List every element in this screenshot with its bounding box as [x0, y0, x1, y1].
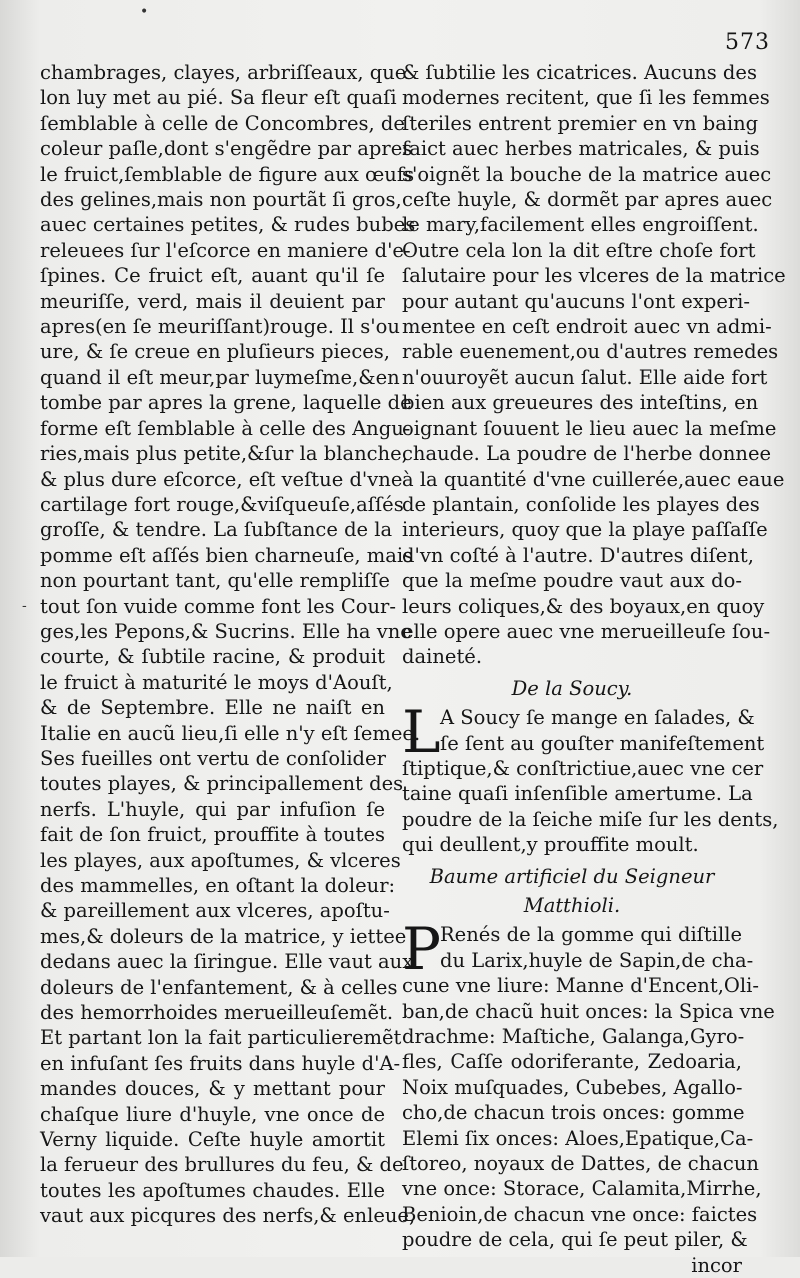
- text-line: le fruict à maturité le moys d'Aouſt,: [40, 670, 393, 694]
- paragraph-soucy: [402, 698, 779, 857]
- text-line: vaut aux picqures des nerfs,& enleue,: [40, 1204, 416, 1228]
- text-line: chaſque liure d'huyle, vne once de: [40, 1102, 385, 1126]
- margin-mark: -: [22, 598, 27, 614]
- text-line: & ſubtilie les cicatrices. Aucuns des: [402, 61, 757, 84]
- catchword: incor: [691, 1253, 742, 1277]
- drop-cap: L: [402, 698, 441, 767]
- text-line: ſteriles entrent premier en vn baing: [402, 111, 759, 135]
- text-line: le mary,facilement elles engroiſſent.: [402, 213, 759, 237]
- page-number: 573: [725, 30, 770, 55]
- text-line: oignant ſouuent le lieu auec la meſme: [402, 416, 777, 440]
- text-line: cho,de chacun trois onces: gomme: [402, 1101, 745, 1125]
- text-line: Outre cela lon la dit eſtre choſe fort: [402, 238, 756, 262]
- text-line: Et partant lon la fait particulieremẽt: [40, 1026, 402, 1050]
- text-line: ges,les Pepons,& Sucrins. Elle ha vne: [40, 619, 412, 643]
- text-line: Noix muſquades, Cubebes, Agallo-: [402, 1075, 743, 1099]
- text-line: poudre de la ſeiche miſe ſur les dents,: [402, 807, 779, 831]
- text-line: de plantain, conſolide les playes des: [402, 492, 760, 516]
- text-line: poudre de cela, qui ſe peut piler, &: [402, 1228, 748, 1252]
- text-line: Verny liquide. Ceſte huyle amortit: [40, 1128, 385, 1152]
- text-line: des mammelles, en oſtant la doleur:: [40, 874, 396, 897]
- text-line: bien aux greueures des inteſtins, en: [402, 391, 759, 415]
- text-line: ceſte huyle, & dormẽt par apres auec: [402, 188, 773, 212]
- text-line: modernes recitent, que ſi les femmes: [402, 86, 770, 110]
- text-line: ſemblable à celle de Concombres, de: [40, 111, 405, 135]
- text-line: Elemi ſix onces: Aloes,Epatique,Ca-: [402, 1126, 754, 1150]
- text-line: & de Septembre. Elle ne naiſt en: [40, 696, 385, 720]
- text-line: nerfs. L'huyle, qui par infuſion ſe: [40, 797, 385, 821]
- text-line: chambrages, clayes, arbriſſeaux, que: [40, 61, 407, 84]
- text-line: fles, Caſſe odoriferante, Zedoaria,: [402, 1050, 742, 1074]
- paragraph-baume: [402, 915, 775, 1252]
- text-line: drachme: Maſtiche, Galanga,Gyro-: [402, 1025, 745, 1049]
- text-line: le fruict,ſemblable de figure aux œufs: [40, 162, 415, 186]
- text-line: groſſe, & tendre. La ſubſtance de la: [40, 518, 393, 542]
- section-heading-baume-name: Matthioli.: [523, 894, 621, 917]
- text-line: la ferueur des brullures du feu, & de: [40, 1153, 404, 1177]
- text-line: cune vne liure: Manne d'Encent,Oli-: [402, 974, 759, 998]
- text-line: apres(en ſe meuriſſant)rouge. Il s'ou: [40, 315, 400, 339]
- text-line: Italie en aucũ lieu,ſi elle n'y eſt ſemee.: [40, 721, 421, 745]
- text-line: auec certaines petites, & rudes bubes: [40, 213, 416, 237]
- text-line: ſpines. Ce fruict eſt, auant qu'il ſe: [40, 264, 385, 288]
- text-line: daineté.: [402, 645, 483, 669]
- text-line: tout ſon vuide comme font les Cour-: [40, 594, 396, 618]
- text-line: mandes douces, & y mettant pour: [40, 1077, 385, 1101]
- section-heading-soucy: De la Soucy.: [511, 676, 633, 700]
- text-line: Benioin,de chacun vne once: faictes: [402, 1202, 758, 1226]
- text-line: courte, & ſubtile racine, & produit: [40, 645, 385, 669]
- text-line: mentee en ceſt endroit auec vn admi-: [402, 315, 772, 339]
- text-line: interieurs, quoy que la playe paſſaſſe: [402, 518, 768, 542]
- text-line: ure, & ſe creue en pluſieurs pieces,: [40, 340, 390, 364]
- text-line: doleurs de l'enfantement, & à celles: [40, 975, 398, 999]
- text-line: non pourtant tant, qu'elle rempliſſe: [40, 569, 390, 593]
- drop-cap: P: [402, 915, 442, 984]
- text-line: n'ouuroyẽt aucun ſalut. Elle aide fort: [402, 365, 768, 389]
- text-line: les playes, aux apoſtumes, & vlceres: [40, 848, 401, 872]
- text-line: du Larix,huyle de Sapin,de cha-: [440, 948, 754, 972]
- text-line: coleur paſle,dont s'engẽdre par apres: [40, 137, 413, 161]
- section-heading-baume: Baume artificiel du Seigneur: [429, 864, 715, 888]
- text-line: chaude. La poudre de l'herbe donnee: [402, 442, 772, 466]
- text-line: cartilage fort rouge,&viſqueuſe,aſſés: [40, 492, 404, 516]
- text-line: mes,& doleurs de la matrice, y iettee: [40, 924, 407, 948]
- text-line: que la meſme poudre vaut aux do-: [402, 569, 742, 593]
- text-line: elle opere auec vne merueilleuſe ſou-: [402, 619, 771, 643]
- text-line: tombe par apres la grene, laquelle de: [40, 391, 412, 415]
- margin-mark: •: [140, 4, 149, 20]
- text-line: en infuſant ſes fruits dans huyle d'A-: [40, 1051, 401, 1075]
- text-line: des gelines,mais non pourtãt ſi gros,: [40, 188, 402, 212]
- text-line: & plus dure eſcorce, eſt veſtue d'vne: [40, 467, 403, 491]
- text-line: qui deullent,y prouffite moult.: [402, 833, 699, 857]
- text-line: meuriſſe, verd, mais il deuient par: [40, 289, 385, 313]
- text-line: releuees ſur l'eſcorce en maniere d'e-: [40, 238, 411, 262]
- text-line: Renés de la gomme qui diſtille: [440, 923, 742, 947]
- text-line: ban,de chacũ huit onces: la Spica vne: [402, 999, 775, 1023]
- text-line: toutes playes, & principallement des: [40, 772, 404, 796]
- text-line: pomme eſt aſſés bien charneuſe, mais: [40, 543, 414, 567]
- text-line: lon luy met au pié. Sa fleur eſt quaſi: [40, 86, 397, 110]
- text-line: ſalutaire pour les vlceres de la matrice: [402, 264, 786, 288]
- text-line: des hemorrhoides merueilleuſemẽt.: [40, 1001, 394, 1025]
- right-column: [402, 60, 786, 1278]
- text-line: dedans auec la ſiringue. Elle vaut aux: [40, 950, 414, 974]
- text-line: quand il eſt meur,par luymeſme,&en: [40, 365, 400, 389]
- text-line: s'oignẽt la bouche de la matrice auec: [402, 162, 772, 186]
- text-line: vne once: Storace, Calamita,Mirrhe,: [402, 1177, 762, 1201]
- text-line: fait de ſon fruict, prouffite à toutes: [40, 823, 385, 847]
- text-line: rable euenement,ou d'autres remedes: [402, 340, 779, 364]
- text-line: ſe ſent au gouſter manifeſtement: [440, 731, 765, 755]
- text-line: taine quaſi inſenſible amertume. La: [402, 782, 753, 806]
- text-line: ſtiptique,& conſtrictiue,auec vne cer: [402, 756, 764, 780]
- text-line: toutes les apoſtumes chaudes. Elle: [40, 1178, 385, 1202]
- text-line: Ses fueilles ont vertu de conſolider: [40, 746, 386, 770]
- text-line: pour autant qu'aucuns l'ont experi-: [402, 289, 751, 313]
- text-line: faict auec herbes matricales, & puis: [402, 137, 760, 161]
- text-line: leurs coliques,& des boyaux,en quoy: [402, 594, 765, 618]
- text-line: A Soucy ſe mange en ſalades, &: [440, 706, 755, 730]
- left-column: [40, 60, 421, 1229]
- text-line: & pareillement aux vlceres, apoſtu-: [40, 899, 390, 923]
- right-column-text: [402, 60, 786, 670]
- text-line: ſtoreo, noyaux de Dattes, de chacun: [402, 1152, 759, 1176]
- text-line: d'vn coſté à l'autre. D'autres diſent,: [402, 543, 754, 567]
- text-line: ries,mais plus petite,&ſur la blanche,: [40, 442, 408, 466]
- text-line: forme eſt ſemblable à celle des Angu-: [40, 416, 411, 440]
- text-line: à la quantité d'vne cuillerée,auec eaue: [402, 467, 785, 491]
